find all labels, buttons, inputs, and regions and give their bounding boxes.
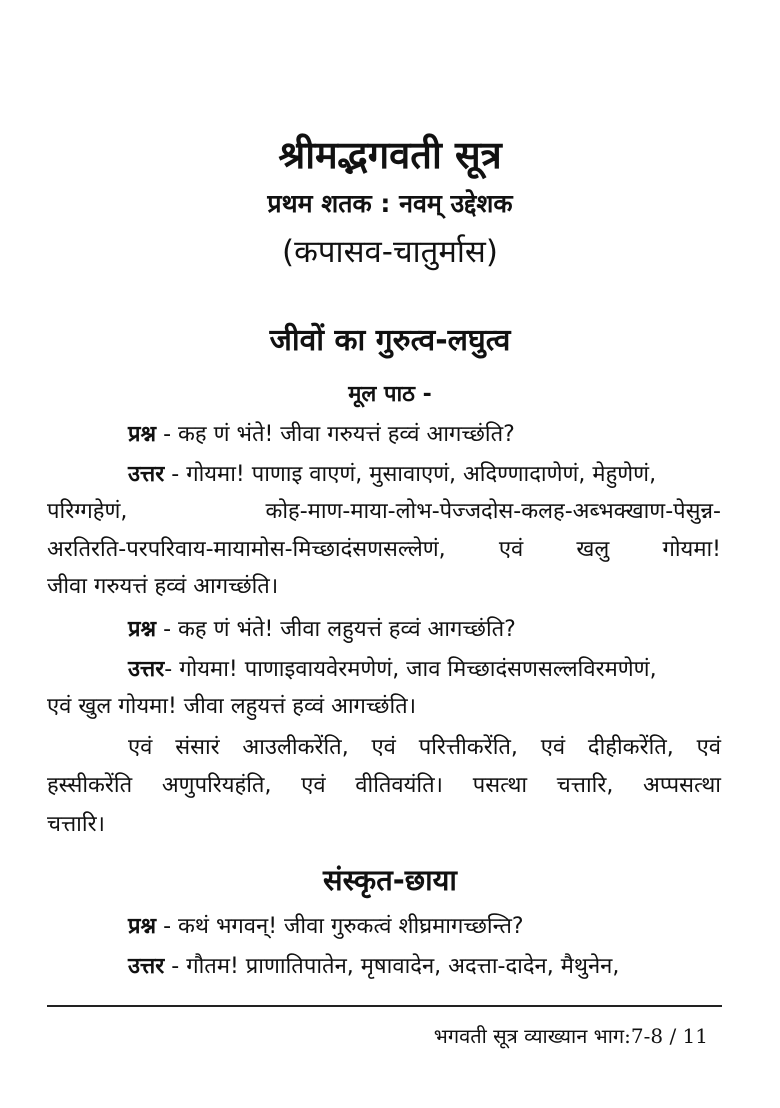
answer-1-line-3: अरतिरति-परपरिवाय-मायामोस-मिच्छादंसणसल्लेणं, एवं खलु गोयमा! xyxy=(47,537,721,562)
answer-text: - गोयमा! पाणाइ वाएणं, मुसावाएणं, अदिण्णादाणेणं, मेहुणेणं, xyxy=(164,462,657,487)
question-text: - कथं भगवन्! जीवा गुरुकत्वं शीघ्रमागच्छन्ति? xyxy=(156,914,524,939)
answer-label: उत्तर xyxy=(128,462,165,487)
question-1 xyxy=(128,420,515,450)
chapter-bracket-title: (कपासव-चातुर्मास) xyxy=(282,234,498,270)
page-title: श्रीमद्भगवती सूत्र xyxy=(278,133,502,177)
answer-1-line-4: जीवा गरुयत्तं हव्वं आगच्छंति। xyxy=(47,574,279,599)
section-subheading: मूल पाठ - xyxy=(348,382,432,407)
answer-text: - गोयमा! पाणाइवायवेरमणेणं, जाव मिच्छादंसणसल्लविरमणेणं, xyxy=(164,657,657,682)
paragraph-line-2: हस्सीकरेंति अणुपरियहंति, एवं वीतिवयंति। पसत्था चत्तारि, अप्पसत्था xyxy=(47,773,721,798)
question-2 xyxy=(128,615,516,645)
question-text: - कह णं भंते! जीवा लहुयत्तं हव्वं आगच्छंति? xyxy=(156,617,516,642)
sanskrit-answer xyxy=(128,952,619,982)
footer-divider xyxy=(47,1005,722,1007)
question-label: प्रश्न xyxy=(128,617,157,642)
section-heading-2: संस्कृत-छाया xyxy=(323,863,457,897)
answer-2-line-2: एवं खुल गोयमा! जीवा लहुयत्तं हव्वं आगच्छंति। xyxy=(47,694,417,719)
answer-label: उत्तर xyxy=(128,657,165,682)
paragraph-line-3: चत्तारि। xyxy=(47,812,105,837)
paragraph-line-1: एवं संसारं आउलीकरेंति, एवं परित्तीकरेंति, एवं दीहीकरेंति, एवं xyxy=(128,735,721,760)
answer-label: उत्तर xyxy=(128,954,165,979)
sanskrit-question xyxy=(128,912,524,942)
page-footer: भगवती सूत्र व्याख्यान भाग:7-8 / 11 xyxy=(433,1024,708,1048)
question-label: प्रश्न xyxy=(128,914,157,939)
answer-1-line-1 xyxy=(128,460,721,490)
question-text: - कह णं भंते! जीवा गरुयत्तं हव्वं आगच्छंति? xyxy=(156,422,515,447)
answer-2-line-1 xyxy=(128,655,721,685)
answer-text: - गौतम! प्राणातिपातेन, मृषावादेन, अदत्ता-दादेन, मैथुनेन, xyxy=(164,954,620,979)
section-heading-1: जीवों का गुरुत्व-लघुत्व xyxy=(269,323,511,358)
chapter-subtitle: प्रथम शतक : नवम् उद्देशक xyxy=(267,189,513,218)
question-label: प्रश्न xyxy=(128,422,157,447)
answer-1-line-2: परिग्गहेणं, कोह-माण-माया-लोभ-पेज्जदोस-कलह-अब्भक्खाण-पेसुन्न- xyxy=(47,499,721,524)
